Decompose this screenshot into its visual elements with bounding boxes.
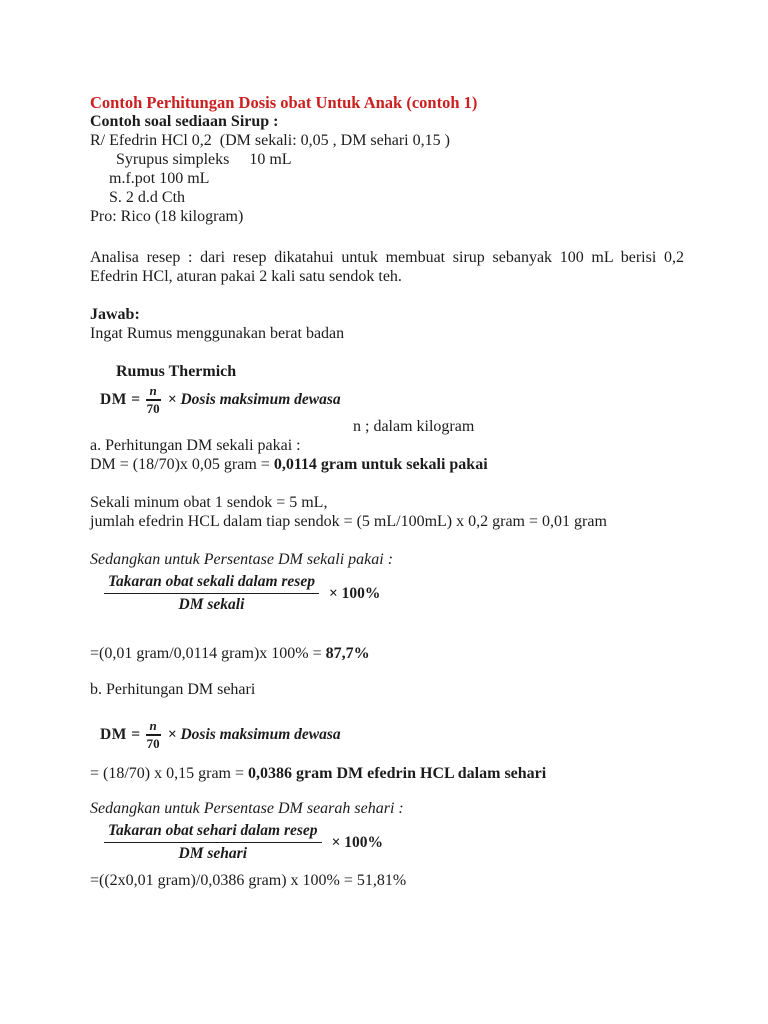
answer-label: Jawab: (90, 306, 140, 323)
thermich-formula-a (90, 381, 684, 416)
formula-rhs: × Dosis maksimum dewasa (167, 391, 341, 408)
percent-dm-sehari-heading: Sedangkan untuk Persentase DM searah sehari : (90, 800, 404, 817)
percent-b-calculation: =((2x0,01 gram)/0,0386 gram) x 100% = 51,81% (90, 872, 407, 889)
analysis-paragraph: Analisa resep : dari resep dikatahui untuk membuat sirup sebanyak 100 mL berisi 0,2 Efedrin HCl, aturan pakai 2 kali satu sendok teh. (90, 249, 688, 285)
section-b-calc-plain: = (18/70) x 0,15 gram = (90, 765, 249, 782)
fraction-b-denominator: DM sehari (178, 845, 248, 862)
fraction-a-suffix: × 100% (328, 584, 381, 602)
fraction-b-numerator: Takaran obat sehari dalam resep (104, 821, 322, 843)
formula-b-fraction (146, 719, 161, 751)
percent-fraction-b (104, 821, 383, 864)
rumus-thermich-heading: Rumus Thermich (116, 363, 237, 380)
percent-fraction-a (104, 572, 380, 615)
fraction-b-suffix: × 100% (331, 833, 384, 851)
spoon-line-1: Sekali minum obat 1 sendok = 5 mL, (90, 494, 328, 511)
formula-lhs: DM = (100, 391, 141, 408)
formula-fraction (146, 384, 161, 416)
fraction-a-denominator: DM sekali (178, 596, 245, 613)
spoon-line-2: jumlah efedrin HCL dalam tiap sendok = (5 mL/100mL) x 0,2 gram = 0,01 gram (90, 513, 607, 530)
thermich-formula-b (90, 716, 684, 751)
answer-note: Ingat Rumus menggunakan berat badan (90, 325, 345, 342)
formula-b-denominator: 70 (146, 736, 160, 751)
fraction-a (104, 572, 319, 615)
percent-a-calc-plain: =(0,01 gram/0,0114 gram)x 100% = (90, 645, 326, 662)
section-a-heading: a. Perhitungan DM sekali pakai : (90, 437, 301, 454)
recipe-pro-line: Pro: Rico (18 kilogram) (90, 208, 244, 225)
document-subtitle: Contoh soal sediaan Sirup : (90, 113, 279, 130)
n-definition-note: n ; dalam kilogram (353, 418, 475, 435)
percent-a-calculation (90, 644, 684, 663)
formula-numerator: n (146, 384, 161, 401)
section-a-calculation (90, 455, 684, 474)
percent-fraction-b-row (90, 818, 684, 864)
recipe-signa-line: S. 2 d.d Cth (109, 189, 186, 206)
formula-b-rhs: × Dosis maksimum dewasa (167, 726, 341, 743)
fraction-b (104, 821, 322, 864)
percent-a-calc-result: 87,7% (325, 645, 370, 662)
section-b-calculation (90, 764, 684, 783)
formula-denominator: 70 (146, 401, 160, 416)
formula-b-lhs: DM = (100, 726, 141, 743)
document-title: Contoh Perhitungan Dosis obat Untuk Anak (contoh 1) (90, 93, 478, 112)
section-b-calc-result: 0,0386 gram DM efedrin HCL dalam sehari (248, 765, 547, 782)
document-content (90, 93, 688, 890)
recipe-r-line: R/ Efedrin HCl 0,2 (DM sekali: 0,05 , DM sehari 0,15 ) (90, 132, 450, 149)
fraction-a-numerator: Takaran obat sekali dalam resep (104, 572, 319, 594)
recipe-syrup-line: Syrupus simpleks 10 mL (116, 151, 292, 168)
percent-dm-sekali-heading: Sedangkan untuk Persentase DM sekali pakai : (90, 551, 394, 568)
section-a-calc-plain: DM = (18/70)x 0,05 gram = (90, 456, 274, 473)
section-a-calc-result: 0,0114 gram untuk sekali pakai (273, 456, 488, 473)
thermich-formula-repeat (100, 719, 341, 751)
thermich-formula (100, 384, 341, 416)
recipe-mfpot-line: m.f.pot 100 mL (109, 170, 210, 187)
formula-b-numerator: n (146, 719, 161, 736)
percent-fraction-a-row (90, 569, 684, 615)
section-b-heading: b. Perhitungan DM sehari (90, 681, 256, 698)
